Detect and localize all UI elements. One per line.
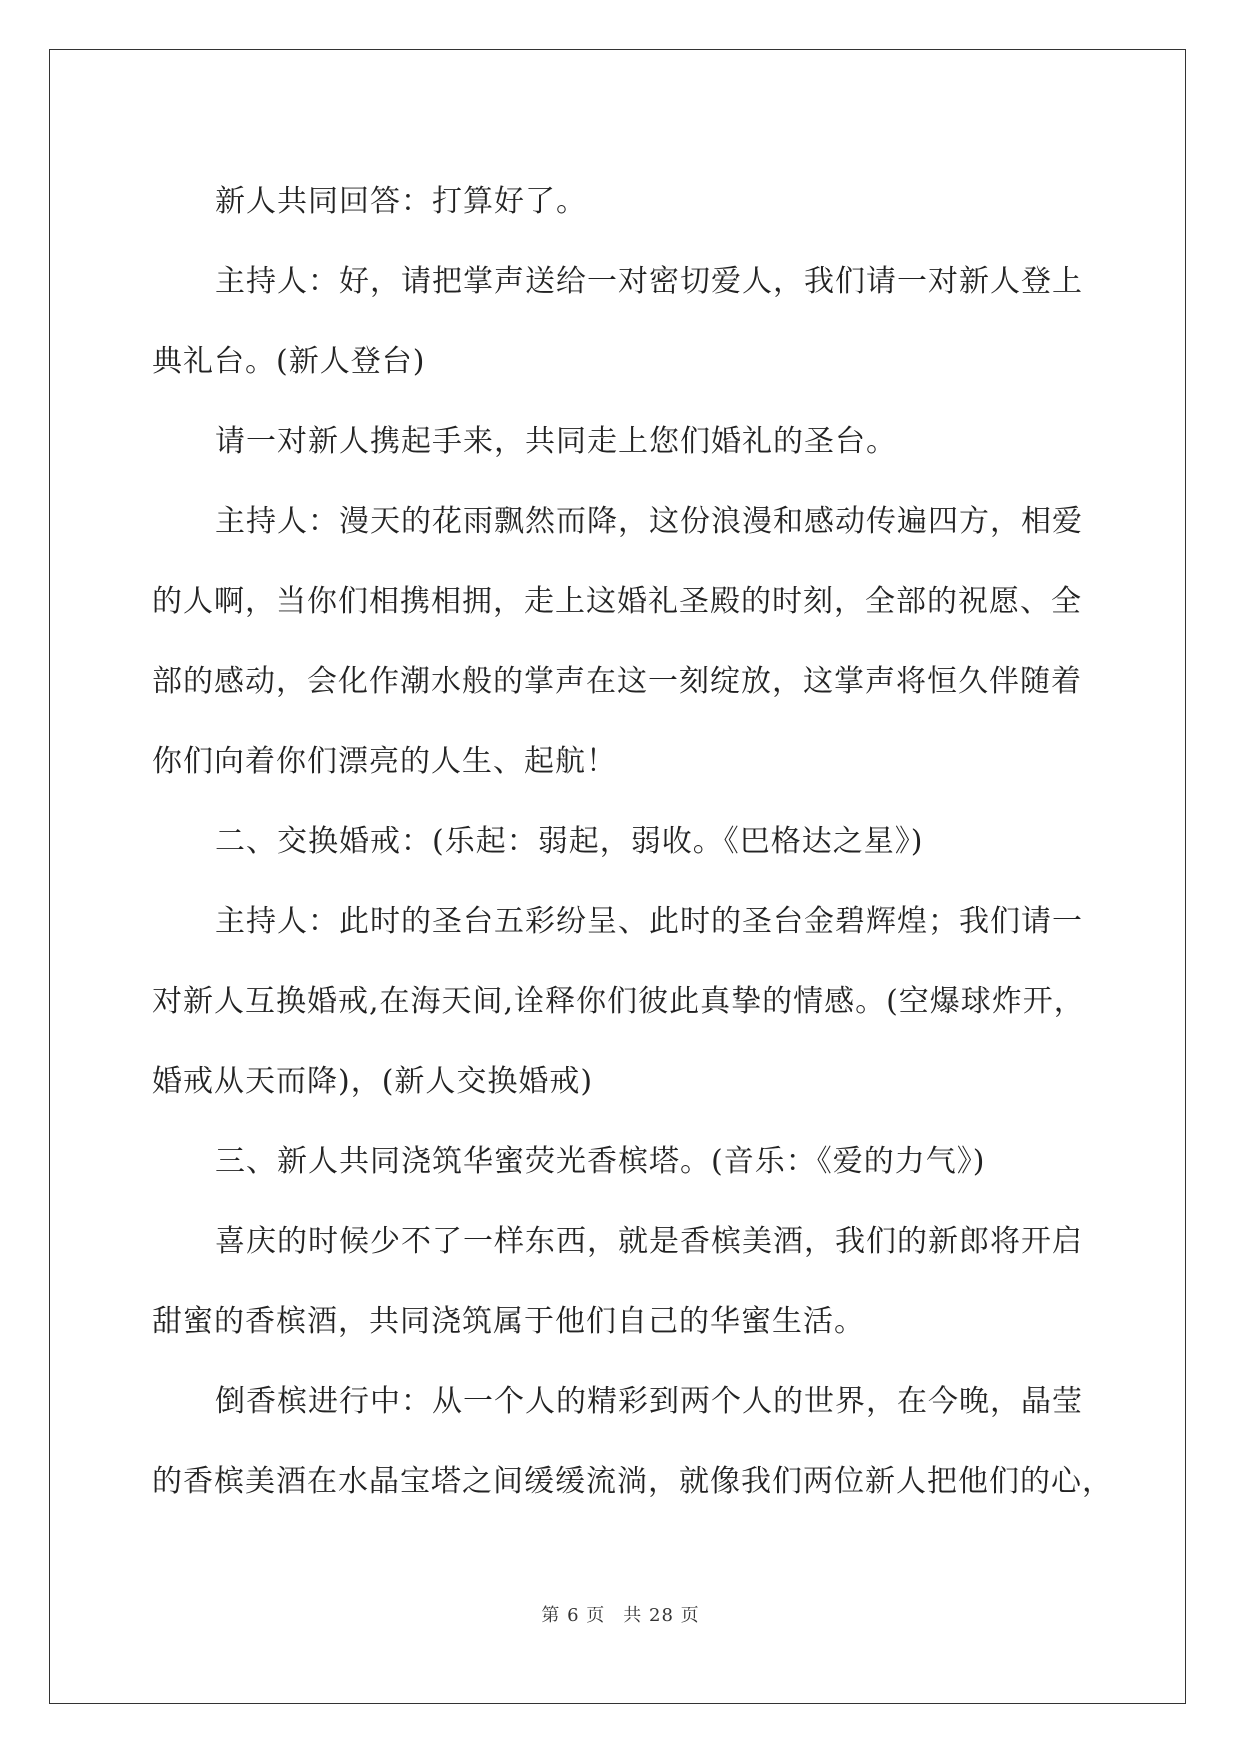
text-line: 甜蜜的香槟酒，共同浇筑属于他们自己的华蜜生活。 xyxy=(152,1304,865,1339)
text-line: 你们向着你们漂亮的人生、起航！ xyxy=(152,744,617,779)
text-line: 主持人：漫天的花雨飘然而降，这份浪漫和感动传遍四方，相爱 xyxy=(215,504,1083,539)
text-line: 对新人互换婚戒,在海天间,诠释你们彼此真挚的情感。(空爆球炸开， xyxy=(152,984,1085,1019)
page-footer xyxy=(0,1601,1241,1627)
paragraph-4 xyxy=(152,482,1092,802)
paragraph-1 xyxy=(152,162,1092,242)
paragraph-7 xyxy=(152,1122,1092,1202)
text-line: 三、新人共同浇筑华蜜荧光香槟塔。(音乐：《爱的力气》) xyxy=(215,1144,986,1179)
text-line: 喜庆的时候少不了一样东西，就是香槟美酒，我们的新郎将开启 xyxy=(215,1224,1083,1259)
text-line: 倒香槟进行中：从一个人的精彩到两个人的世界，在今晚，晶莹 xyxy=(215,1384,1083,1419)
text-line: 主持人：好，请把掌声送给一对密切爱人，我们请一对新人登上 xyxy=(215,264,1083,299)
paragraph-9 xyxy=(152,1362,1113,1522)
text-line: 典礼台。(新人登台) xyxy=(152,344,426,379)
text-line: 婚戒从天而降)，(新人交换婚戒) xyxy=(152,1064,594,1099)
paragraph-3 xyxy=(152,402,1092,482)
text-line: 二、交换婚戒：(乐起：弱起，弱收。《巴格达之星》) xyxy=(215,824,924,859)
paragraph-5 xyxy=(152,802,1092,882)
text-line: 的人啊，当你们相携相拥，走上这婚礼圣殿的时刻，全部的祝愿、全 xyxy=(152,584,1082,619)
text-line: 新人共同回答：打算好了。 xyxy=(215,184,587,219)
page-total: 共 28 页 xyxy=(623,1605,700,1626)
text-line: 的香槟美酒在水晶宝塔之间缓缓流淌，就像我们两位新人把他们的心， xyxy=(152,1464,1113,1499)
text-line: 主持人：此时的圣台五彩纷呈、此时的圣台金碧辉煌；我们请一 xyxy=(215,904,1083,939)
document-body xyxy=(152,162,1113,1522)
text-line: 部的感动，会化作潮水般的掌声在这一刻绽放，这掌声将恒久伴随着 xyxy=(152,664,1082,699)
paragraph-8 xyxy=(152,1202,1092,1362)
page-number: 第 6 页 xyxy=(541,1605,606,1626)
paragraph-2 xyxy=(152,242,1092,402)
text-line: 请一对新人携起手来，共同走上您们婚礼的圣台。 xyxy=(215,424,897,459)
paragraph-6 xyxy=(152,882,1092,1122)
